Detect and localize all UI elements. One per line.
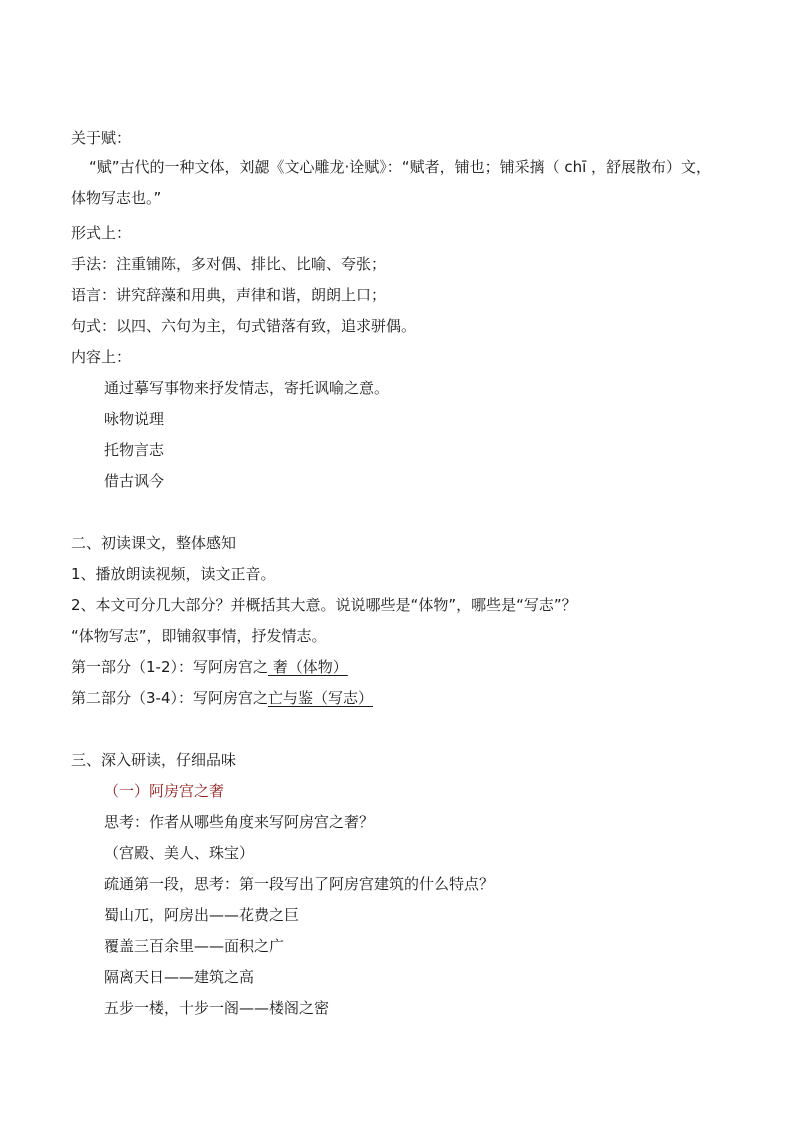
feature-item: 覆盖三百余里——面积之广 bbox=[104, 937, 285, 955]
s3-subheading: （一）阿房宫之奢 bbox=[104, 782, 225, 800]
part1-prefix: 第一部分（1-2）：写阿房宫之 bbox=[71, 658, 269, 676]
form-heading: 形式上： bbox=[71, 224, 132, 242]
part2-line bbox=[71, 688, 373, 708]
intro-paragraph: “赋”古代的一种文体，刘勰《文心雕龙·诠赋》：“赋者，铺也；铺采摛（ chī ，舒展散布）文，体物写志也。” bbox=[71, 158, 712, 207]
section2-heading: 二、初读课文，整体感知 bbox=[71, 534, 237, 552]
part1-answer: 奢（体物） bbox=[268, 658, 348, 676]
s2-explain: “体物写志”，即铺叙事情，抒发情志。 bbox=[71, 627, 327, 645]
content-item: 咏物说理 bbox=[104, 410, 165, 428]
section3-heading: 三、深入研读，仔细品味 bbox=[71, 751, 237, 769]
s3-answer: （宫殿、美人、珠宝） bbox=[104, 844, 255, 862]
feature-item: 五步一楼，十步一阁——楼阁之密 bbox=[104, 999, 330, 1017]
content-item: 借古讽今 bbox=[104, 472, 165, 490]
content-heading: 内容上： bbox=[71, 348, 132, 366]
language-line: 语言：讲究辞藻和用典，声律和谐，朗朗上口； bbox=[71, 286, 387, 304]
feature-item: 隔离天日——建筑之高 bbox=[104, 968, 255, 986]
content-item: 托物言志 bbox=[104, 441, 165, 459]
part1-line bbox=[71, 657, 348, 677]
part2-prefix: 第二部分（3-4）：写阿房宫之 bbox=[71, 689, 269, 707]
part2-answer: 亡与鉴（写志） bbox=[268, 689, 374, 707]
feature-item: 蜀山兀，阿房出——花费之巨 bbox=[104, 906, 300, 924]
s2-item-2: 2、本文可分几大部分？并概括其大意。说说哪些是“体物”，哪些是“写志”？ bbox=[71, 596, 577, 614]
about-heading: 关于赋： bbox=[71, 129, 132, 147]
s2-item-1: 1、播放朗读视频，读文正音。 bbox=[71, 565, 276, 583]
technique-line: 手法：注重铺陈，多对偶、排比、比喻、夸张； bbox=[71, 255, 387, 273]
content-item: 通过摹写事物来抒发情志，寄托讽喻之意。 bbox=[104, 379, 390, 397]
s3-question: 思考：作者从哪些角度来写阿房宫之奢？ bbox=[104, 813, 375, 831]
s3-para1: 疏通第一段，思考：第一段写出了阿房宫建筑的什么特点？ bbox=[104, 875, 495, 893]
sentence-line: 句式：以四、六句为主，句式错落有致，追求骈偶。 bbox=[71, 317, 417, 335]
